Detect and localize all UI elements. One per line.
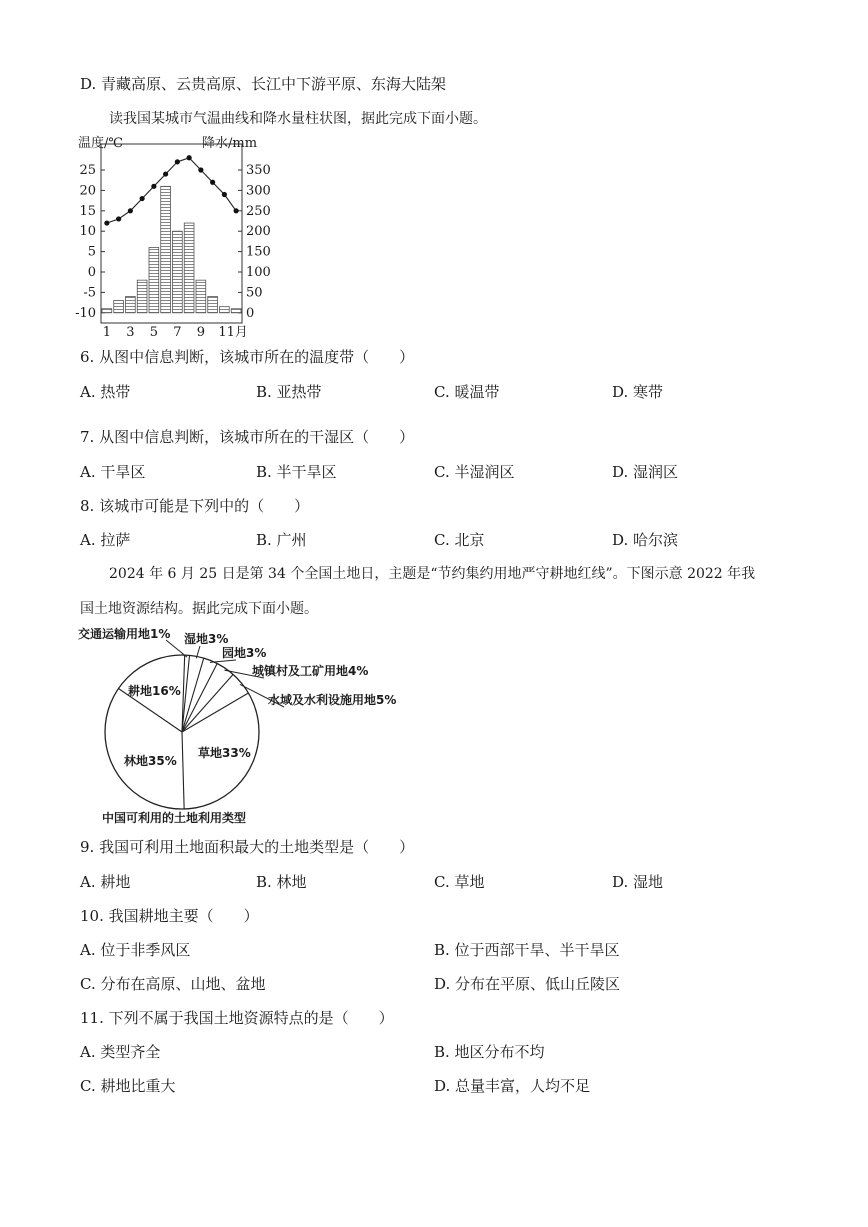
question-11: [0, 1007, 868, 1029]
question-9-options: [0, 871, 868, 893]
temperature-point: [104, 220, 109, 225]
climate-chart: [75, 132, 278, 340]
question-9: [0, 836, 868, 858]
right-axis-ticks: [238, 163, 271, 321]
precipitation-bars: [102, 186, 241, 312]
month-tick-label: 7: [173, 325, 182, 340]
question-10-options-row1: [0, 939, 868, 961]
month-tick-label: 9: [196, 325, 206, 340]
option-c[interactable]: C. 半湿润区: [434, 463, 515, 481]
right-tick-label: 100: [246, 265, 271, 280]
question-stem: 9. 我国可利用土地面积最大的土地类型是（ ）: [80, 838, 415, 856]
option-b[interactable]: B. 半干旱区: [256, 463, 337, 481]
left-tick-label: 10: [79, 224, 96, 240]
question-7: [0, 426, 868, 448]
temperature-point: [116, 216, 121, 221]
month-tick-label: 1: [102, 325, 112, 340]
option-c[interactable]: C. 暖温带: [434, 383, 500, 401]
option-d[interactable]: D. 分布在平原、低山丘陵区: [434, 975, 621, 993]
precipitation-bar: [173, 231, 183, 313]
precipitation-bar: [149, 248, 159, 313]
question-stem: 8. 该城市可能是下列中的（ ）: [80, 497, 310, 515]
question-8-options: [0, 529, 868, 551]
right-tick-label: 50: [246, 285, 263, 301]
label-transport: 交通运输用地1%: [78, 627, 171, 641]
left-tick-label: 25: [79, 163, 96, 178]
label-water: 水域及水利设施用地5%: [268, 693, 397, 707]
precipitation-bar: [196, 280, 206, 313]
precipitation-bar: [220, 307, 230, 313]
climate-intro: 读我国某城市气温曲线和降水量柱状图，据此完成下面小题。: [109, 111, 487, 127]
temperature-point: [187, 155, 192, 160]
pie-caption: 中国可利用的土地利用类型: [102, 811, 247, 825]
question-6-options: [0, 381, 868, 403]
q5-option-d: D. 青藏高原、云贵高原、长江中下游平原、东海大陆架: [80, 75, 447, 93]
precipitation-bar: [126, 296, 136, 312]
temperature-point: [234, 208, 239, 213]
label-cropland: 耕地16%: [128, 684, 181, 698]
option-d[interactable]: D. 湿地: [612, 873, 664, 891]
precipitation-bar: [137, 280, 147, 313]
option-d[interactable]: D. 湿润区: [612, 463, 679, 481]
question-7-options: [0, 461, 868, 483]
question-stem: 6. 从图中信息判断，该城市所在的温度带（ ）: [80, 348, 415, 366]
label-wetland: 湿地3%: [184, 632, 229, 646]
option-b[interactable]: B. 亚热带: [256, 383, 322, 401]
left-tick-label: -10: [75, 305, 96, 321]
label-garden: 园地3%: [222, 646, 267, 660]
option-b[interactable]: B. 林地: [256, 873, 307, 891]
left-tick-label: -5: [83, 285, 96, 301]
label-urban: 城镇村及工矿用地4%: [252, 664, 369, 678]
month-tick-label: 5: [149, 325, 159, 340]
option-c[interactable]: C. 北京: [434, 531, 485, 549]
precipitation-bar: [208, 296, 218, 312]
temperature-curve: [107, 158, 236, 223]
question-10-options-row2: [0, 973, 868, 995]
right-tick-label: 300: [246, 183, 271, 199]
temperature-point: [128, 208, 133, 213]
right-axis-label: 降水/mm: [202, 136, 258, 151]
right-tick-label: 0: [246, 305, 255, 321]
option-b[interactable]: B. 广州: [256, 531, 307, 549]
land-pie-chart: [78, 622, 418, 827]
question-10: [0, 905, 868, 927]
option-c[interactable]: C. 耕地比重大: [80, 1077, 176, 1095]
month-tick-label: 3: [126, 325, 135, 340]
left-tick-label: 0: [87, 265, 96, 280]
label-forest: 林地35%: [124, 754, 177, 768]
plot-frame: [101, 144, 242, 323]
precipitation-bar: [114, 301, 124, 313]
option-c[interactable]: C. 草地: [434, 873, 485, 891]
option-d[interactable]: D. 哈尔滨: [612, 531, 679, 549]
month-tick-label: 11月: [218, 325, 248, 340]
question-11-options-row2: [0, 1075, 868, 1097]
left-tick-label: 5: [87, 244, 96, 260]
land-intro-line1: 2024 年 6 月 25 日是第 34 个全国土地日，主题是“节约集约用地严守耕地红线”。下图示意 2022 年我: [109, 566, 756, 582]
temperature-point: [198, 167, 203, 172]
right-tick-label: 200: [246, 224, 271, 240]
question-stem: 10. 我国耕地主要（ ）: [80, 907, 259, 925]
right-tick-label: 150: [246, 244, 271, 260]
temperature-point: [151, 184, 156, 189]
option-a[interactable]: A. 位于非季风区: [80, 941, 191, 959]
month-axis-ticks: [103, 325, 248, 340]
option-a[interactable]: A. 干旱区: [80, 463, 146, 481]
temperature-point: [210, 180, 215, 185]
right-tick-label: 250: [246, 203, 271, 219]
question-11-options-row1: [0, 1041, 868, 1063]
option-b[interactable]: B. 位于西部干旱、半干旱区: [434, 941, 620, 959]
precipitation-bar: [102, 309, 112, 313]
option-a[interactable]: A. 耕地: [80, 873, 131, 891]
option-a[interactable]: A. 类型齐全: [80, 1043, 161, 1061]
land-intro-line2: 国土地资源结构。据此完成下面小题。: [80, 601, 318, 617]
question-8: [0, 495, 868, 517]
left-tick-label: 15: [79, 203, 96, 219]
option-c[interactable]: C. 分布在高原、山地、盆地: [80, 975, 266, 993]
label-grassland: 草地33%: [198, 746, 251, 760]
option-d[interactable]: D. 总量丰富，人均不足: [434, 1077, 591, 1095]
left-tick-label: 20: [79, 183, 96, 199]
precipitation-bar: [184, 223, 194, 313]
option-d[interactable]: D. 寒带: [612, 383, 664, 401]
question-stem: 11. 下列不属于我国土地资源特点的是（ ）: [80, 1009, 394, 1027]
precipitation-bar: [231, 309, 241, 313]
temperature-point: [163, 171, 168, 176]
option-b[interactable]: B. 地区分布不均: [434, 1043, 545, 1061]
precipitation-bar: [161, 186, 171, 312]
right-tick-label: 350: [246, 163, 271, 178]
temperature-point: [175, 159, 180, 164]
option-a[interactable]: A. 热带: [80, 383, 131, 401]
left-axis-label: 温度/℃: [78, 136, 123, 151]
option-a[interactable]: A. 拉萨: [80, 531, 131, 549]
temperature-point: [140, 196, 145, 201]
temperature-point: [222, 192, 227, 197]
question-stem: 7. 从图中信息判断，该城市所在的干湿区（ ）: [80, 428, 415, 446]
question-6: [0, 346, 868, 368]
